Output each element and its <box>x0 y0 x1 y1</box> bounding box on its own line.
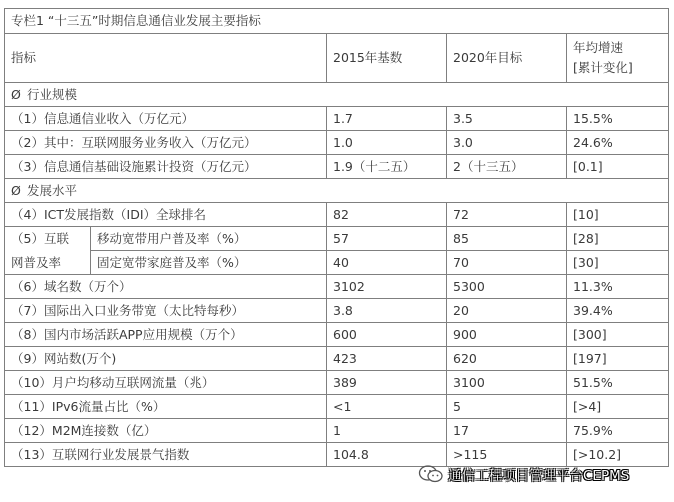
row-growth: [28] <box>567 227 669 251</box>
table-row <box>5 419 669 443</box>
table-row <box>5 395 669 419</box>
row-base: 82 <box>327 203 447 227</box>
row-growth: 15.5% <box>567 107 669 131</box>
section-row <box>5 83 669 107</box>
row-label: （4）ICT发展指数（IDI）全球排名 <box>5 203 327 227</box>
row-base: 423 <box>327 347 447 371</box>
bullet-glyph: Ø <box>11 182 21 198</box>
wechat-icon <box>418 464 444 484</box>
row-target: >115 <box>447 443 567 467</box>
indicator-table <box>4 8 669 467</box>
row-base: 600 <box>327 323 447 347</box>
row-label: （13）互联网行业发展景气指数 <box>5 443 327 467</box>
row-base: 3102 <box>327 275 447 299</box>
row-target: 3.0 <box>447 131 567 155</box>
section-development-level <box>5 179 669 203</box>
row-target: 620 <box>447 347 567 371</box>
row-growth: [>10.2] <box>567 443 669 467</box>
table-row <box>5 299 669 323</box>
table-title: 专栏1 “十三五”时期信息通信业发展主要指标 <box>5 9 669 34</box>
row-base: 1.0 <box>327 131 447 155</box>
row-growth: [30] <box>567 251 669 275</box>
table-row <box>5 227 669 251</box>
row-label: 固定宽带家庭普及率（%） <box>91 251 327 275</box>
header-base-2015: 2015年基数 <box>327 34 447 83</box>
header-growth-line1: 年均增速 <box>573 40 624 55</box>
section-label: 行业规模 <box>27 86 78 102</box>
row-growth: [>4] <box>567 395 669 419</box>
row-target: 70 <box>447 251 567 275</box>
header-indicator: 指标 <box>5 34 327 83</box>
header-row <box>5 34 669 83</box>
row-base: 40 <box>327 251 447 275</box>
row-growth: 11.3% <box>567 275 669 299</box>
row-base: 104.8 <box>327 443 447 467</box>
row-growth: [10] <box>567 203 669 227</box>
section-industry-scale <box>5 83 669 107</box>
wechat-watermark <box>418 462 668 486</box>
row-base: 1.9（十二五） <box>327 155 447 179</box>
watermark-text: 通信工程项目管理平台CEPMS <box>448 468 630 484</box>
row-label: （2）其中：互联网服务业务收入（万亿元） <box>5 131 327 155</box>
table-row <box>5 155 669 179</box>
row-label: （7）国际出入口业务带宽（太比特每秒） <box>5 299 327 323</box>
group-label-line1: （5）互联 <box>11 230 69 246</box>
table-row <box>5 131 669 155</box>
row-growth: 24.6% <box>567 131 669 155</box>
section-label: 发展水平 <box>27 182 78 198</box>
row-label: （6）域名数（万个） <box>5 275 327 299</box>
row-base: 3.8 <box>327 299 447 323</box>
header-target-2020: 2020年目标 <box>447 34 567 83</box>
row-base: 389 <box>327 371 447 395</box>
row-target: 2（十三五） <box>447 155 567 179</box>
row-growth: 51.5% <box>567 371 669 395</box>
group-label-line2: 网普及率 <box>11 254 62 270</box>
header-growth-line2: [累计变化] <box>573 60 633 75</box>
row-target: 3100 <box>447 371 567 395</box>
table-row <box>5 107 669 131</box>
table-row <box>5 203 669 227</box>
group-internet-penetration-label <box>5 227 91 275</box>
table-row <box>5 347 669 371</box>
row-base: 57 <box>327 227 447 251</box>
row-target: 85 <box>447 227 567 251</box>
row-target: 900 <box>447 323 567 347</box>
row-label: （1）信息通信业收入（万亿元） <box>5 107 327 131</box>
row-label: （9）网站数(万个) <box>5 347 327 371</box>
row-growth: 75.9% <box>567 419 669 443</box>
row-growth: 39.4% <box>567 299 669 323</box>
table-row <box>5 251 669 275</box>
row-target: 3.5 <box>447 107 567 131</box>
section-row <box>5 179 669 203</box>
row-label: （10）月户均移动互联网流量（兆） <box>5 371 327 395</box>
row-growth: [0.1] <box>567 155 669 179</box>
table-row <box>5 275 669 299</box>
bullet-glyph: Ø <box>11 86 21 102</box>
row-growth: [300] <box>567 323 669 347</box>
row-target: 72 <box>447 203 567 227</box>
row-target: 17 <box>447 419 567 443</box>
row-target: 5300 <box>447 275 567 299</box>
row-base: 1 <box>327 419 447 443</box>
table-row <box>5 323 669 347</box>
row-label: （12）M2M连接数（亿） <box>5 419 327 443</box>
row-label: （8）国内市场活跃APP应用规模（万个） <box>5 323 327 347</box>
row-base: 1.7 <box>327 107 447 131</box>
row-growth: [197] <box>567 347 669 371</box>
header-annual-growth <box>567 34 669 83</box>
row-label: （11）IPv6流量占比（%） <box>5 395 327 419</box>
row-target: 20 <box>447 299 567 323</box>
row-base: <1 <box>327 395 447 419</box>
row-label: （3）信息通信基础设施累计投资（万亿元） <box>5 155 327 179</box>
row-label: 移动宽带用户普及率（%） <box>91 227 327 251</box>
table-row <box>5 371 669 395</box>
row-target: 5 <box>447 395 567 419</box>
table-title-row <box>5 9 669 34</box>
